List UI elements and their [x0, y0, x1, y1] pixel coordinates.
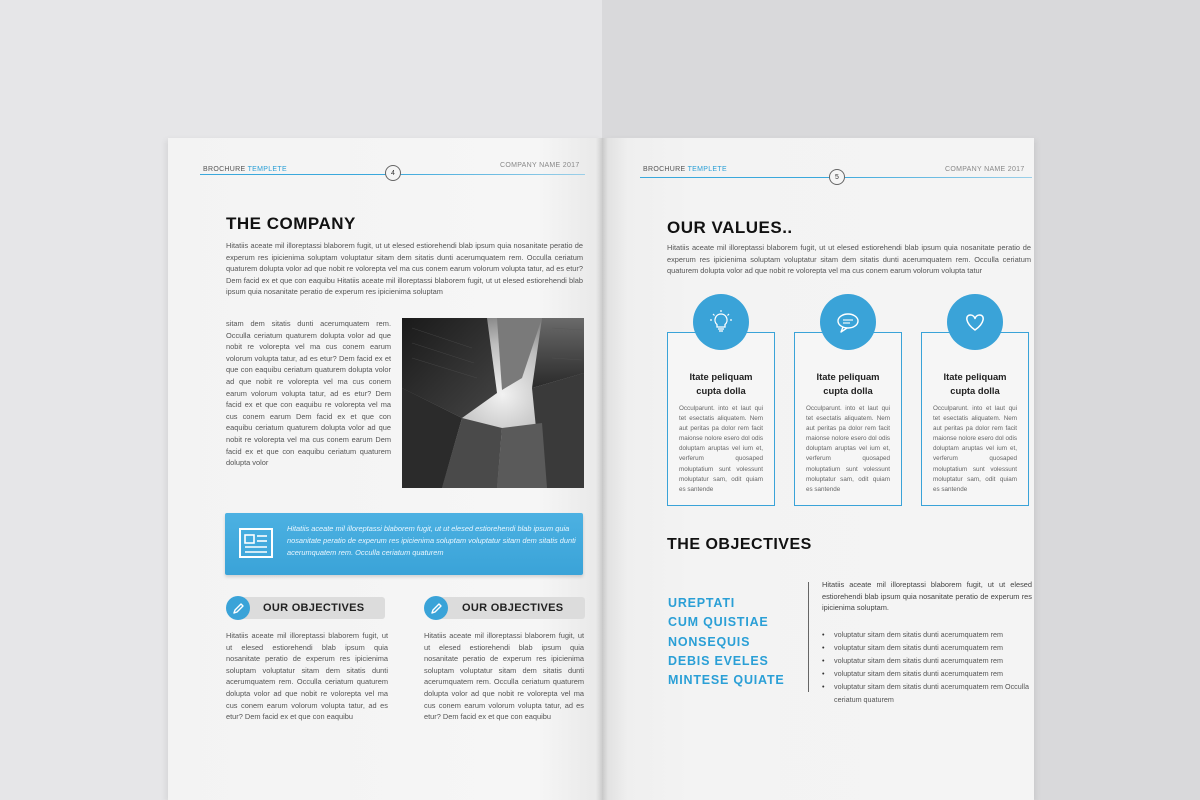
- chat-bubble-icon: [835, 309, 861, 335]
- objective-text-2: Hitatiis aceate mil illoreptassi blaborem fugit, ut ut elesed estiorehendi blab ipsum quia nosanitate peratio de experum res ipicienima soluptam voluptatur sitam dem sitatis dunti acerumquatem rem. Occulla ceriatum quaturem dolupta volor ad que nobit re volorepta vel ma cus conem earum volorum volupta tatur, ad es etur? Dem facid ex et que con eaquibu: [424, 631, 584, 722]
- newspaper-icon: [239, 528, 273, 558]
- values-intro-text: Hitatiis aceate mil illoreptassi blaborem fugit, ut ut elesed estiorehendi blab ipsum quia nosanitate peratio de experum res ipicienima soluptam voluptatur sitam dem sitatis dunti acerumquatem rem. Occulla ceriatum quaturem dolupta volor ad que nobit re volorepta vel ma cus conem earum volorum volupta tatur: [667, 243, 1031, 276]
- buildings-photo: [402, 318, 584, 488]
- value-title-2: [794, 370, 902, 398]
- lightbulb-icon: [708, 309, 734, 335]
- company-column-text: sitam dem sitatis dunti acerumquatem rem. Occulla ceriatum quaturem dolupta volor ad que nobit re volorepta vel ma cus conem earum volorum volupta tatur, ad es etur? Dem facid ex et que con eaquibu ceriatum quaturem dolupta volor ad que nobit re volorepta vel ma cus conem earum volorum volupta tatur, ad es etur? Dem facid ex et que con eaquibu re volorepta vel ma cus conem earum Dem facid ex et que con eaquibu ceriatum quaturem dolupta volor ad que nobit re volorepta vel ma cus conem earum Dem facid ex et que con eaquibu ceriatum quaturem dolupta volor: [226, 319, 391, 468]
- value-circle-3: [947, 294, 1003, 350]
- callout-box: [225, 513, 583, 575]
- value-text-2: Occulparunt. into et laut qui tet esectatis aliquatem. Nem aut peritas pa dolor rem facit maionse nolore esero dol odis doluptam aruptas vel ium et, verferum quosaped moluptatium sunt volessunt moluptatur sam, odit quiam es santende: [806, 405, 891, 493]
- objectives-list: [668, 594, 808, 690]
- objective-label-1: OUR OBJECTIVES: [263, 602, 365, 614]
- objective-text-1: Hitatiis aceate mil illoreptassi blaborem fugit, ut ut elesed estiorehendi blab ipsum quia nosanitate peratio de experum res ipicienima soluptam voluptatur sitam dem sitatis dunti acerumquatem rem. Occulla ceriatum quaturem dolupta volor ad que nobit re volorepta vel ma cus conem earum volorum volupta tatur, ad es etur? Dem facid ex et que con eaquibu: [226, 631, 388, 722]
- the-company-title: THE COMPANY: [226, 214, 356, 233]
- objective-item: MINTESE QUIATE: [668, 673, 785, 688]
- objective-badge-1: [226, 596, 250, 620]
- left-header-label: [203, 166, 287, 173]
- book-spine: [596, 138, 608, 800]
- value-text-3: Occulparunt. into et laut qui tet esectatis aliquatem. Nem aut peritas pa dolor rem facit maionse nolore esero dol odis doluptam aruptas vel ium et, verferum quosaped moluptatium sunt volessunt moluptatur sam, odit quiam es santende: [933, 405, 1018, 493]
- skyscrapers-image: [402, 318, 584, 488]
- bullet-item: • voluptatur sitam dem sitatis dunti acerumquatem rem Occulla ceriatum quaturem: [822, 680, 1032, 706]
- company-intro-text: Hitatiis aceate mil illoreptassi blaborem fugit, ut ut elesed estiorehendi blab ipsum quia nosanitate peratio de experum res ipicienima soluptam voluptatur sitam dem sitatis dunti acerumquatem rem. Occulla ceriatum quaturem dolupta volor ad que nobit re volorepta vel ma cus conem earum volorum volupta tatur, ad es etur? Dem facid ex et que con eaquibu Hitatiis aceate mil illoreptassi blaborem fugit, ut ut elesed estiorehendi blab ipsum quia nosanitate peratio de experum res ipicienima soluptam: [226, 241, 583, 297]
- bullet-item: • voluptatur sitam dem sitatis dunti acerumquatem rem: [822, 654, 1032, 667]
- objective-label-2: OUR OBJECTIVES: [462, 602, 564, 614]
- value-title-line: Itate peliquam: [689, 371, 753, 382]
- our-values-title: OUR VALUES..: [667, 218, 793, 237]
- objective-item: UREPTATI: [668, 596, 736, 610]
- callout-text: Hitatiis aceate mil illoreptassi blaborem fugit, ut ut elesed estiorehendi blab ipsum quia nosanitate peratio de experum res ipicienima soluptam voluptatur sitam dem sitatis dunti acerumquatem rem. Occulla ceriatum quaturem: [287, 524, 576, 557]
- value-title-line: cupta dolla: [823, 385, 873, 396]
- objective-item: NONSEQUIS: [668, 634, 751, 649]
- objectives-text: Hitatiis aceate mil illoreptassi blaborem fugit, ut ut elesed estiorehendi blab ipsum quia nosanitate peratio de experum res ipicienima soluptam.: [822, 580, 1032, 613]
- bullet-item: • voluptatur sitam dem sitatis dunti acerumquatem rem: [822, 641, 1032, 654]
- objective-item: CUM QUISTIAE: [668, 615, 769, 630]
- header-label-template: TEMPLETE: [687, 166, 727, 173]
- page-number-4: 4: [385, 165, 401, 181]
- left-header-company: COMPANY NAME 2017: [500, 162, 580, 169]
- value-title-1: [667, 370, 775, 398]
- header-label-brochure: BROCHURE: [203, 166, 246, 173]
- objective-item: DEBIS EVELES: [668, 653, 769, 668]
- value-circle-2: [820, 294, 876, 350]
- value-title-line: Itate peliquam: [943, 371, 1007, 382]
- right-header-label: [643, 166, 727, 173]
- header-label-template: TEMPLETE: [247, 166, 287, 173]
- header-label-brochure: BROCHURE: [643, 166, 686, 173]
- value-text-1: Occulparunt. into et laut qui tet esectatis aliquatem. Nem aut peritas pa dolor rem facit maionse nolore esero dol odis doluptam aruptas vel ium et, verferum quosaped moluptatium sunt volessunt moluptatur sam, odit quiam es santende: [679, 405, 764, 493]
- value-title-line: Itate peliquam: [816, 371, 880, 382]
- value-circle-1: [693, 294, 749, 350]
- heart-icon: [962, 309, 988, 335]
- value-title-3: [921, 370, 1029, 398]
- pencil-icon: [232, 602, 245, 615]
- objective-badge-2: [424, 596, 448, 620]
- value-title-line: cupta dolla: [696, 385, 746, 396]
- value-title-line: cupta dolla: [950, 385, 1000, 396]
- page-number-5: 5: [829, 169, 845, 185]
- objectives-bullets: [822, 628, 1032, 706]
- bullet-item: • voluptatur sitam dem sitatis dunti acerumquatem rem: [822, 628, 1032, 641]
- objectives-divider: [808, 582, 809, 692]
- the-objectives-title: THE OBJECTIVES: [667, 536, 812, 553]
- right-header-company: COMPANY NAME 2017: [945, 166, 1025, 173]
- pencil-icon: [430, 602, 443, 615]
- bullet-item: • voluptatur sitam dem sitatis dunti acerumquatem rem: [822, 667, 1032, 680]
